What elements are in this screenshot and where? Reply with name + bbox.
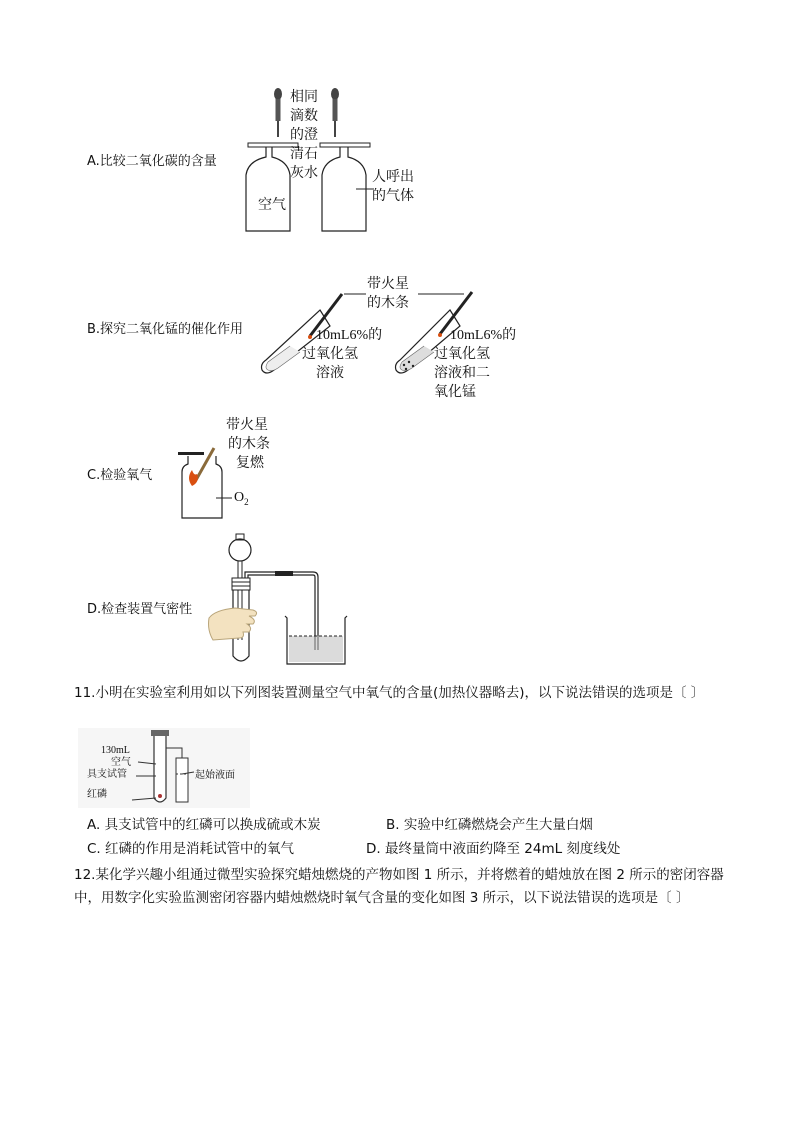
option-b-label: B.探究二氧化锰的催化作用 bbox=[87, 322, 244, 337]
q11-figure-labels: 130mL 空气 具支试管 红磷 bbox=[87, 745, 131, 800]
q11-choice-b[interactable]: B. 实验中红磷燃烧会产生大量白烟 bbox=[386, 817, 593, 833]
left-tube-label: 10mL6%的 过氧化氢 溶液 bbox=[302, 328, 383, 381]
flame-icon bbox=[189, 470, 198, 486]
q11-choice-c[interactable]: C. 红磷的作用是消耗试管中的氧气 bbox=[87, 841, 295, 857]
left-dropper-icon bbox=[274, 88, 282, 137]
oxygen-label: $O_2$ bbox=[234, 490, 249, 507]
question-12-stem: 12.某化学兴趣小组通过微型实验探究蜡烛燃烧的产物如图 1 所示，并将燃着的蜡烛放在图 2 所示的密闭容器中，用数字化实验监测密闭容器内蜡烛燃烧时氧气含量的变化如图 3 所示，以下说法错误的选项是〔 〕 bbox=[74, 867, 724, 906]
question-11-stem: 11.小明在实验室利用如以下列图装置测量空气中氧气的含量(加热仪器略去)，以下说法错误的选项是〔 〕 bbox=[74, 685, 705, 701]
airtightness-figure bbox=[205, 530, 355, 670]
splint-note-b: 带火星 的木条 bbox=[367, 276, 409, 311]
q11-level-label: 起始液面 bbox=[195, 770, 235, 781]
gas-jar-icon bbox=[182, 456, 222, 518]
q11-choice-a[interactable]: A. 具支试管中的红磷可以换成硫或木炭 bbox=[87, 817, 321, 833]
left-bottle-label: 空气 bbox=[258, 197, 286, 213]
option-a-label: A.比较二氧化碳的含量 bbox=[87, 154, 217, 169]
option-d-label: D.检查装置气密性 bbox=[87, 602, 193, 617]
splint-note-c: 带火星 的木条 复燃 bbox=[226, 417, 270, 471]
right-tube-label: 10mL6%的 过氧化氢 溶液和二 氧化锰 bbox=[434, 328, 517, 400]
right-dropper-icon bbox=[331, 88, 339, 137]
option-c-label: C.检验氧气 bbox=[87, 468, 153, 483]
right-bottle-note: 人呼出 的气体 bbox=[372, 169, 414, 204]
funnel-bulb-icon bbox=[229, 539, 251, 561]
q11-choice-d[interactable]: D. 最终量筒中液面约降至 24mL 刻度线处 bbox=[366, 841, 621, 857]
left-bottle-icon bbox=[246, 147, 290, 231]
dropper-note: 相同 滴数 的澄 清石 灰水 bbox=[290, 89, 318, 181]
